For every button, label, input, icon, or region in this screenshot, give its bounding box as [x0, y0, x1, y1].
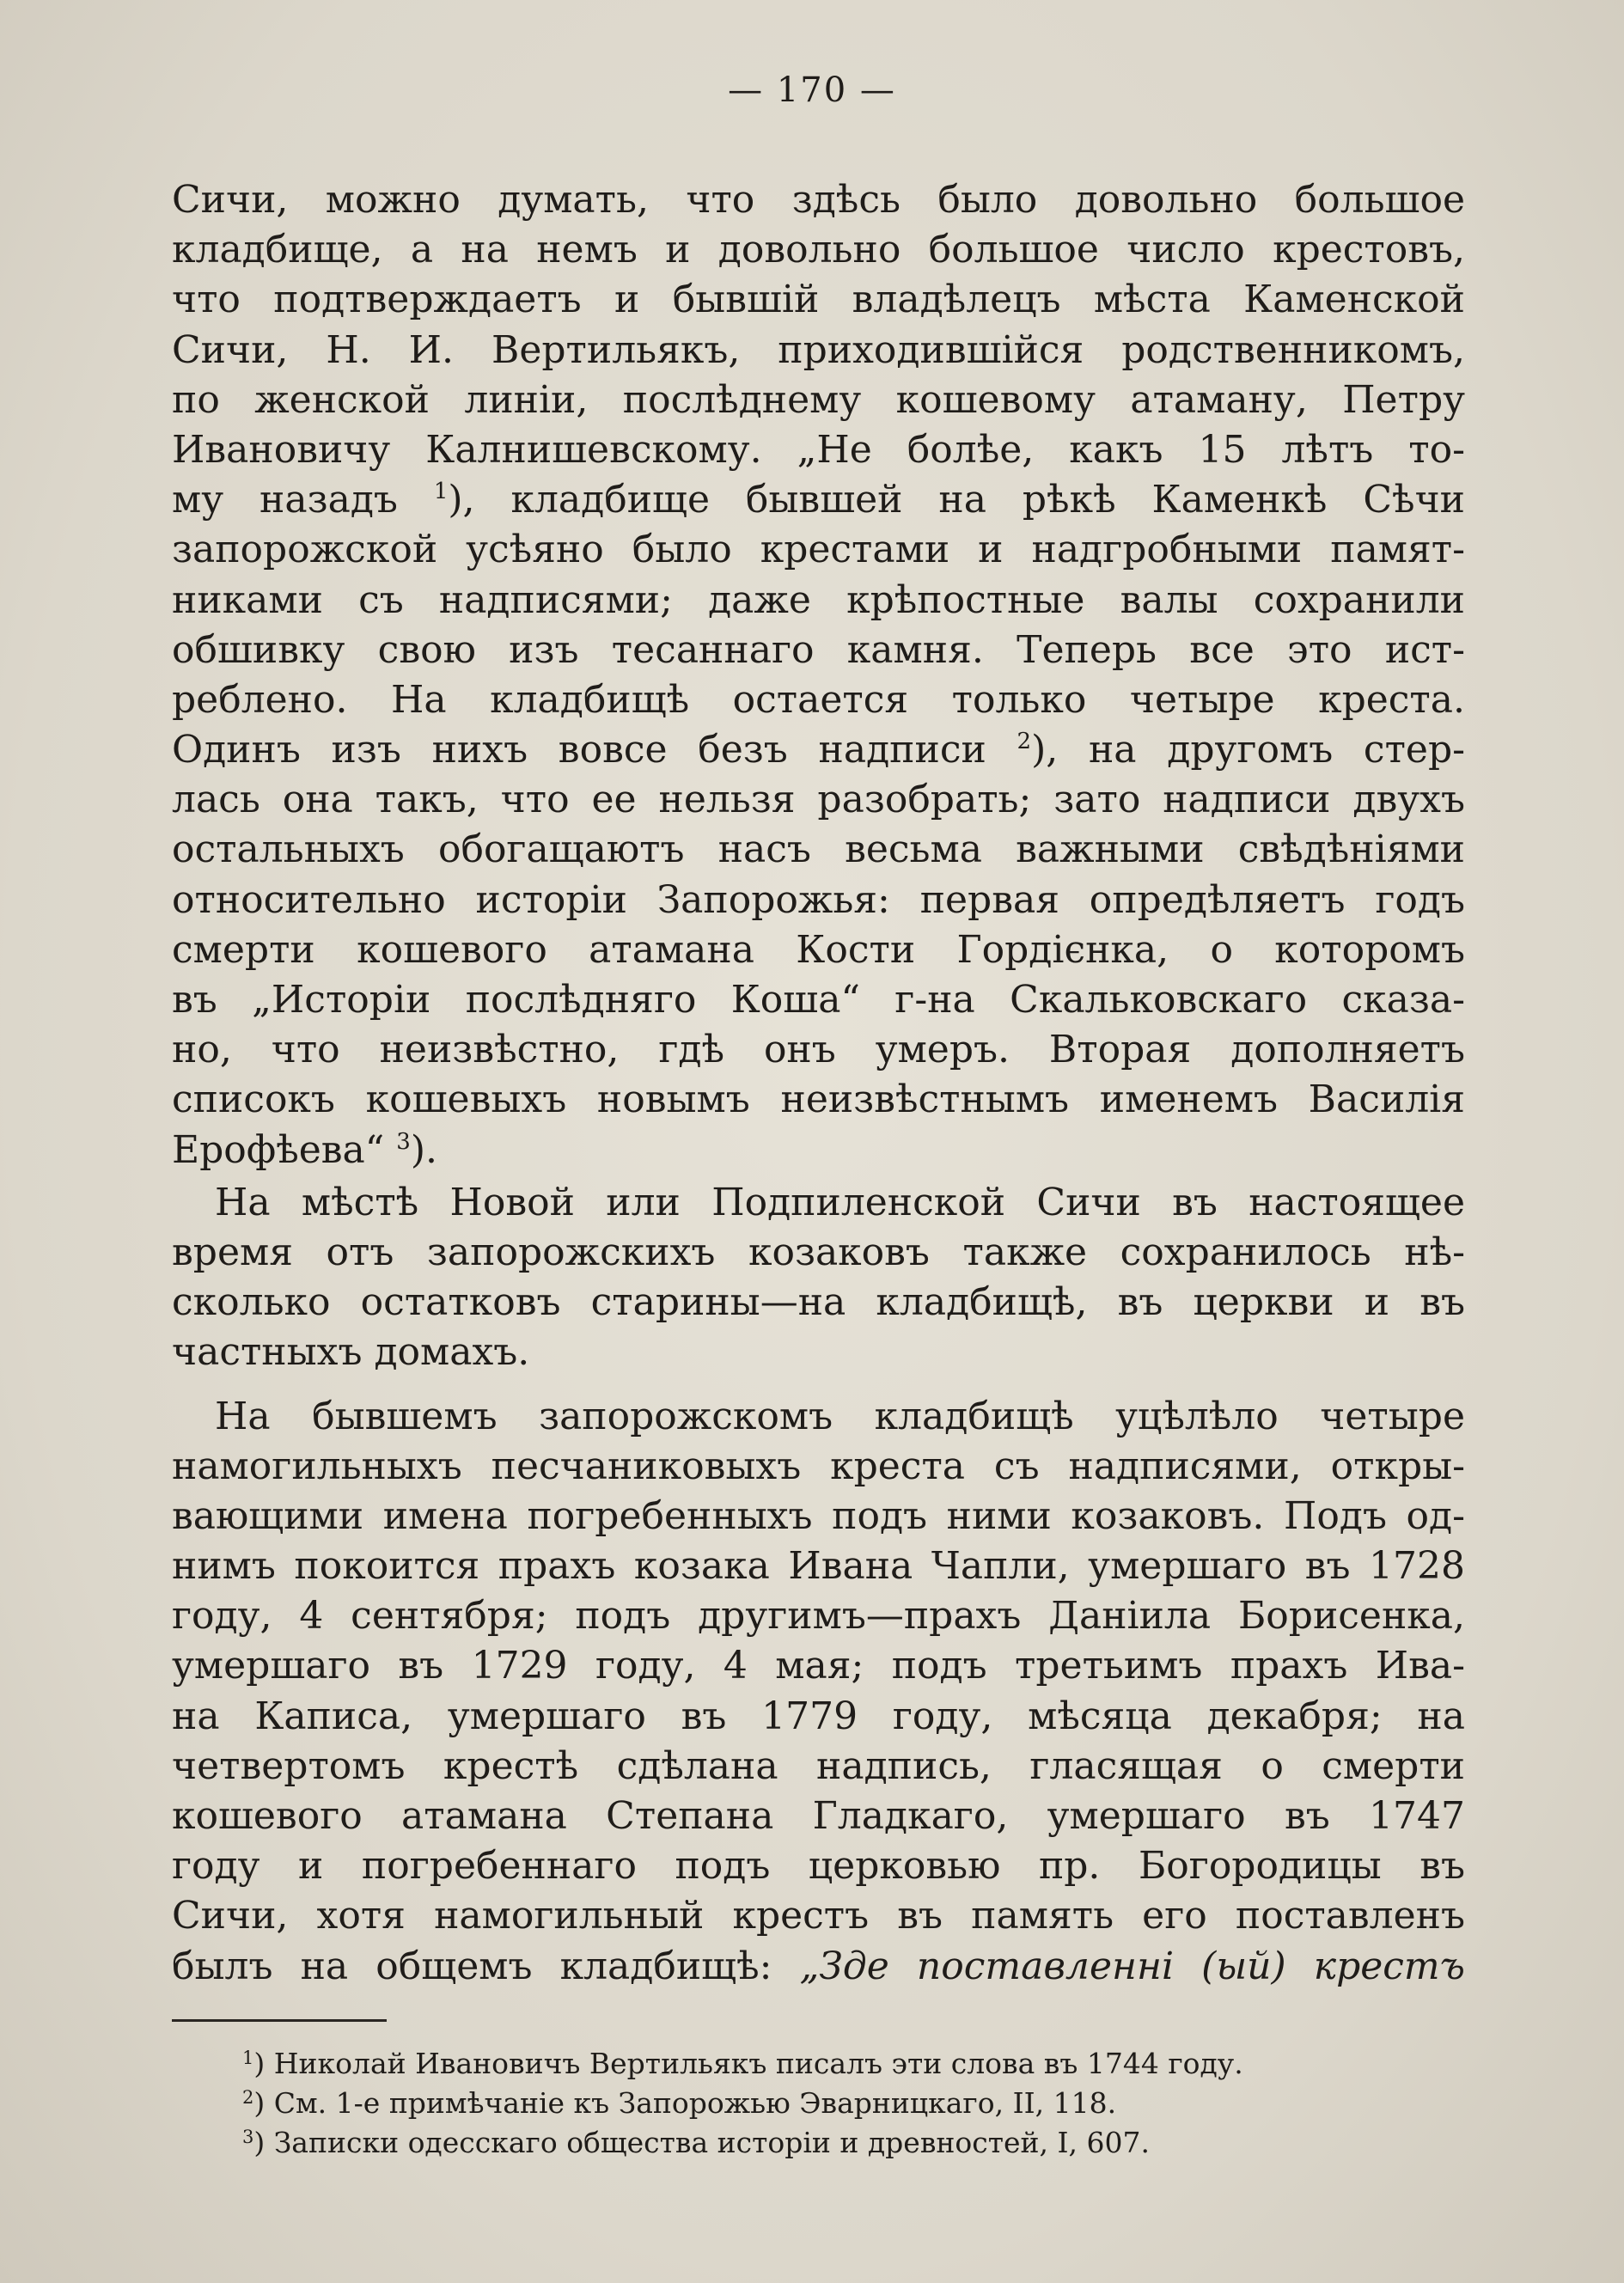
- footnote-ref: 2: [1017, 729, 1032, 755]
- text-line: [172, 1126, 1465, 1175]
- text-line: [172, 725, 1465, 775]
- line-end: ), на другомъ стер-: [1031, 728, 1465, 772]
- text-line: вающими имена погребенныхъ подъ ними козаковъ. Подъ од-: [172, 1493, 1465, 1538]
- text-line: по женской линіи, послѣднему кошевому атаману, Петру: [172, 377, 1465, 422]
- text-line: запорожской усѣяно было крестами и надгробными памят-: [172, 528, 1465, 572]
- line-start: Ерофѣева“: [172, 1127, 385, 1172]
- text-line: нимъ покоится прахъ козака Ивана Чапли, умершаго въ 1728: [172, 1544, 1465, 1589]
- text-line: въ „Исторіи послѣдняго Коша“ г-на Скальковскаго сказа-: [172, 978, 1465, 1022]
- footnote-text: Записки одесскаго общества исторіи и древностей, I, 607.: [273, 2126, 1151, 2159]
- text-line: относительно исторіи Запорожья: первая опредѣляетъ годъ: [172, 877, 1465, 922]
- line-end: ), кладбище бывшей на рѣкѣ Каменкѣ Сѣчи: [448, 478, 1465, 522]
- text-line: Ивановичу Калнишевскому. „Не болѣе, какъ 15 лѣтъ то-: [172, 427, 1465, 472]
- footnote: $^1$) Николай Ивановичъ Вертильякъ писалъ эти слова въ 1744 году.: [242, 2047, 1243, 2080]
- text-line: Сичи, хотя намогильный крестъ въ память его поставленъ: [172, 1894, 1465, 1938]
- footnote-mark: 2: [242, 2087, 254, 2108]
- text-line: что подтверждаетъ и бывшій владѣлецъ мѣста Каменской: [172, 278, 1465, 322]
- text-line: остальныхъ обогащаютъ насъ весьма важными свѣдѣніями: [172, 827, 1465, 872]
- text-line: Сичи, Н. И. Вертильякъ, приходившійся родственникомъ,: [172, 327, 1465, 372]
- text-line: намогильныхъ песчаниковыхъ креста съ надписями, откры-: [172, 1444, 1465, 1488]
- line-start: Одинъ изъ нихъ вовсе безъ надписи: [172, 728, 986, 772]
- body-text: [172, 175, 1465, 1992]
- text-line: обшивку свою изъ тесаннаго камня. Теперь все это ист-: [172, 627, 1465, 672]
- text-line: году, 4 сентября; подъ другимъ—прахъ Даніила Борисенка,: [172, 1594, 1465, 1639]
- line-start: былъ на общемъ кладбищѣ:: [172, 1944, 772, 1988]
- text-line: реблено. На кладбищѣ остается только четыре креста.: [172, 677, 1465, 722]
- italic-quote: „Зде поставленні (ый) крестъ: [799, 1944, 1465, 1988]
- text-line: лась она такъ, что ее нельзя разобрать; зато надписи двухъ: [172, 778, 1465, 822]
- footnote-text: См. 1-е примѣчаніе къ Запорожью Эварницкаго, II, 118.: [273, 2086, 1117, 2120]
- text-line: сколько остатковъ старины—на кладбищѣ, въ церкви и въ: [172, 1280, 1465, 1325]
- footnote: $^2$) См. 1-е примѣчаніе къ Запорожью Эварницкаго, II, 118.: [242, 2086, 1117, 2120]
- text-line: [172, 475, 1465, 525]
- footnote-rule: [172, 2019, 387, 2022]
- footnote-text: Николай Ивановичъ Вертильякъ писалъ эти слова въ 1744 году.: [273, 2047, 1243, 2080]
- footnote-mark: 1: [242, 2048, 254, 2068]
- page-number: — 170 —: [728, 70, 896, 110]
- text-line: Сичи, можно думать, что здѣсь было довольно большое: [172, 178, 1465, 222]
- text-line: году и погребеннаго подъ церковью пр. Богородицы въ: [172, 1844, 1465, 1889]
- text-line: кладбище, а на немъ и довольно большое число крестовъ,: [172, 228, 1465, 272]
- text-line: [172, 1942, 1465, 1992]
- text-line: но, что неизвѣстно, гдѣ онъ умеръ. Вторая дополняетъ: [172, 1028, 1465, 1072]
- text-line: умершаго въ 1729 году, 4 мая; подъ третьимъ прахъ Ива-: [172, 1644, 1465, 1688]
- footnote-mark: 3: [242, 2127, 254, 2147]
- line-start: му назадъ: [172, 478, 398, 522]
- text-line: На бывшемъ запорожскомъ кладбищѣ уцѣлѣло четыре: [215, 1394, 1465, 1438]
- footnote: $^3$) Записки одесскаго общества исторіи и древностей, I, 607.: [242, 2126, 1151, 2159]
- text-line: четвертомъ крестѣ сдѣлана надпись, гласящая о смерти: [172, 1743, 1465, 1788]
- text-line: списокъ кошевыхъ новымъ неизвѣстнымъ именемъ Василія: [172, 1077, 1465, 1122]
- text-line: смерти кошевого атамана Кости Гордієнка, о которомъ: [172, 927, 1465, 972]
- text-line: частныхъ домахъ.: [172, 1330, 530, 1375]
- text-line: время отъ запорожскихъ козаковъ также сохранилось нѣ-: [172, 1230, 1465, 1274]
- text-line: На мѣстѣ Новой или Подпиленской Сичи въ настоящее: [215, 1180, 1465, 1224]
- text-line: кошевого атамана Степана Гладкаго, умершаго въ 1747: [172, 1794, 1465, 1838]
- line-end: ).: [410, 1127, 437, 1172]
- text-line: на Каписа, умершаго въ 1779 году, мѣсяца декабря; на: [172, 1694, 1465, 1738]
- text-line: никами съ надписями; даже крѣпостные валы сохранили: [172, 577, 1465, 622]
- footnote-ref: 3: [396, 1128, 411, 1155]
- footnote-ref: 1: [433, 479, 449, 505]
- footnotes: [242, 2044, 1445, 2163]
